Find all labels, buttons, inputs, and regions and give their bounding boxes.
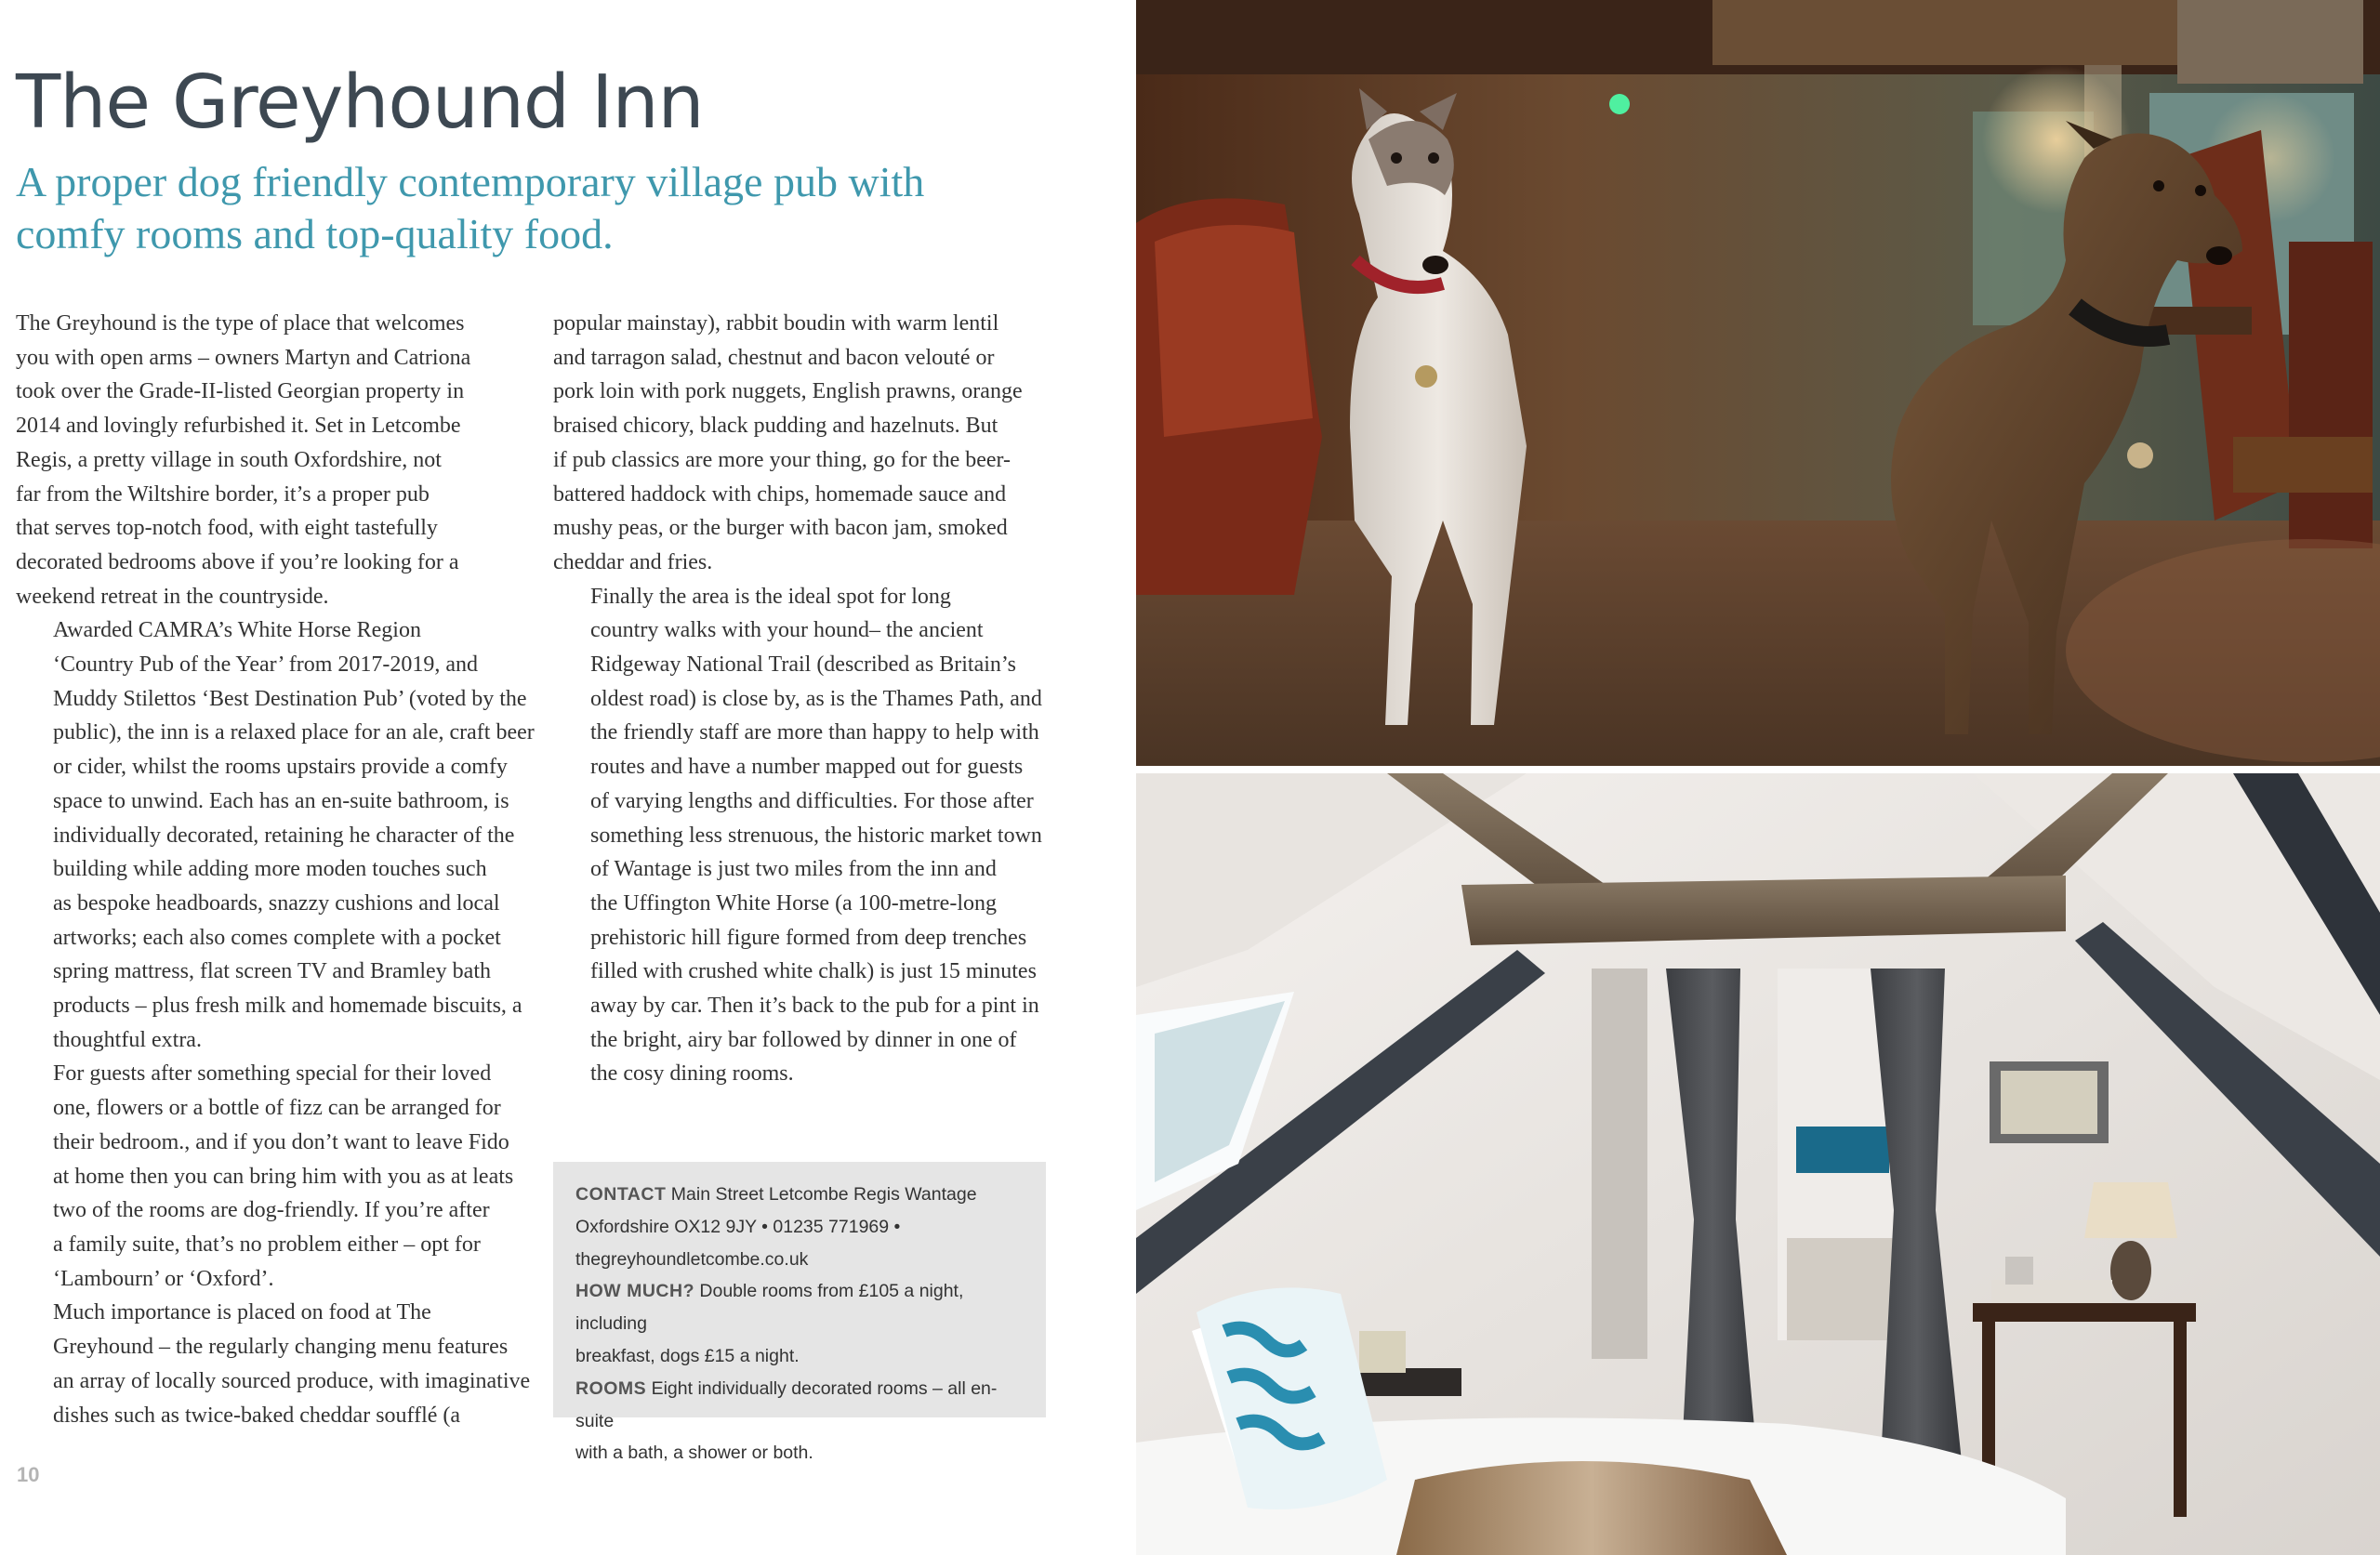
text-line: of varying lengths and difficulties. For those after — [590, 788, 1034, 813]
price-line: Double rooms from £105 a night, including — [575, 1281, 964, 1335]
text-line: Ridgeway National Trail (described as Britain’s — [590, 652, 1016, 678]
body-paragraph — [16, 1057, 522, 1296]
text-line: thoughtful extra. — [53, 1027, 202, 1052]
contact-line: thegreyhoundletcombe.co.uk — [575, 1248, 809, 1270]
text-line: you with open arms – owners Martyn and Catriona — [16, 345, 471, 370]
text-line: public), the inn is a relaxed place for an ale, craft beer — [53, 720, 535, 745]
text-line: 2014 and lovingly refurbished it. Set in Letcombe — [16, 414, 461, 439]
text-line: artworks; each also comes complete with a pocket — [53, 925, 501, 950]
body-paragraph — [553, 580, 1060, 1092]
text-line: oldest road) is close by, as is the Thames Path, and — [590, 686, 1042, 711]
text-line: dishes such as twice-baked cheddar soufflé (a — [53, 1403, 461, 1428]
text-line: The Greyhound is the type of place that welcomes — [16, 311, 465, 336]
price-line: breakfast, dogs £15 a night. — [575, 1345, 800, 1366]
price-label: HOW MUCH? — [575, 1281, 694, 1302]
text-line: Much importance is placed on food at The — [53, 1300, 431, 1325]
text-line: at home then you can bring him with you as at leats — [53, 1164, 514, 1189]
text-line: as bespoke headboards, snazzy cushions and local — [53, 890, 500, 916]
text-line: the friendly staff are more than happy to help with — [590, 720, 1039, 745]
text-line: far from the Wiltshire border, it’s a proper pub — [16, 481, 430, 507]
rooms-line: Eight individually decorated rooms – all en-suite — [575, 1377, 998, 1431]
text-line: building while adding more moden touches such — [53, 857, 487, 882]
price-info — [575, 1275, 1027, 1372]
body-column-1 — [16, 307, 535, 1432]
body-paragraph — [16, 1296, 531, 1432]
text-line: if pub classics are more your thing, go for the beer- — [553, 447, 1012, 472]
bedroom-photo — [1136, 773, 2380, 1555]
text-line: ‘Country Pub of the Year’ from 2017-2019, and — [53, 652, 479, 678]
text-line: Finally the area is the ideal spot for long — [590, 584, 951, 609]
text-line: a family suite, that’s no problem either – opt for — [53, 1232, 481, 1257]
text-line: the Uffington White Horse (a 100-metre-long — [590, 890, 997, 916]
text-line: cheddar and fries. — [553, 549, 713, 574]
text-line: pork loin with pork nuggets, English prawns, orange — [553, 379, 1023, 404]
body-paragraph — [16, 613, 535, 1057]
text-line: their bedroom., and if you don’t want to leave Fido — [53, 1129, 509, 1154]
text-line: filled with crushed white chalk) is just 15 minutes — [590, 959, 1037, 984]
text-line: weekend retreat in the countryside. — [16, 584, 329, 609]
text-line: of Wantage is just two miles from the inn and — [590, 857, 997, 882]
text-line: the bright, airy bar followed by dinner in one of — [590, 1027, 1017, 1052]
text-line: Muddy Stilettos ‘Best Destination Pub’ (voted by the — [53, 686, 527, 711]
text-line: the cosy dining rooms. — [590, 1061, 794, 1087]
contact-info — [575, 1179, 1027, 1275]
body-paragraph — [16, 307, 522, 613]
body-column-2 — [553, 307, 1060, 1091]
text-page — [0, 0, 1136, 1555]
text-line: and tarragon salad, chestnut and bacon velouté or — [553, 345, 995, 370]
text-line: country walks with your hound– the ancient — [590, 618, 984, 643]
text-line: Regis, a pretty village in south Oxfordshire, not — [16, 447, 442, 472]
text-line: or cider, whilst the rooms upstairs provide a comfy — [53, 755, 508, 780]
text-line: spring mattress, flat screen TV and Bramley bath — [53, 959, 491, 984]
text-line: For guests after something special for their loved — [53, 1061, 492, 1087]
text-line: products – plus fresh milk and homemade biscuits, a — [53, 994, 522, 1019]
rooms-info — [575, 1373, 1027, 1469]
text-line: popular mainstay), rabbit boudin with warm lentil — [553, 311, 999, 336]
text-line: braised chicory, black pudding and hazelnuts. But — [553, 414, 998, 439]
text-line: individually decorated, retaining he character of the — [53, 823, 515, 848]
contact-line: Main Street Letcombe Regis Wantage — [670, 1184, 977, 1205]
text-line: that serves top-notch food, with eight tastefully — [16, 516, 438, 541]
text-line: prehistoric hill figure formed from deep trenches — [590, 925, 1027, 950]
info-box — [553, 1162, 1046, 1464]
text-line: battered haddock with chips, homemade sauce and — [553, 481, 1007, 507]
greyhounds-photo — [1136, 0, 2380, 766]
contact-line: Oxfordshire OX12 9JY • 01235 771969 • — [575, 1216, 901, 1237]
rooms-label: ROOMS — [575, 1377, 647, 1399]
contact-label: CONTACT — [575, 1184, 667, 1205]
text-line: away by car. Then it’s back to the pub for a pint in — [590, 994, 1039, 1019]
text-line: something less strenuous, the historic market town — [590, 823, 1042, 848]
text-line: an array of locally sourced produce, with imaginative — [53, 1368, 531, 1393]
text-line: mushy peas, or the burger with bacon jam, smoked — [553, 516, 1008, 541]
text-line: space to unwind. Each has an en-suite bathroom, is — [53, 788, 509, 813]
article-subtitle: A proper dog friendly contemporary village pub with comfy rooms and top-quality food. — [16, 158, 925, 257]
text-line: Awarded CAMRA’s White Horse Region — [53, 618, 421, 643]
article-title: The Greyhound Inn — [16, 59, 704, 145]
text-line: one, flowers or a bottle of fizz can be arranged for — [53, 1096, 501, 1121]
text-line: ‘Lambourn’ or ‘Oxford’. — [53, 1266, 274, 1291]
text-line: took over the Grade-II-listed Georgian property in — [16, 379, 465, 404]
page-number: 10 — [17, 1463, 40, 1486]
text-line: decorated bedrooms above if you’re looking for a — [16, 549, 459, 574]
text-line: two of the rooms are dog-friendly. If you’re after — [53, 1198, 490, 1223]
text-line: Greyhound – the regularly changing menu features — [53, 1335, 509, 1360]
rooms-line: with a bath, a shower or both. — [575, 1443, 813, 1464]
body-paragraph — [553, 307, 1060, 580]
text-line: routes and have a number mapped out for guests — [590, 755, 1024, 780]
